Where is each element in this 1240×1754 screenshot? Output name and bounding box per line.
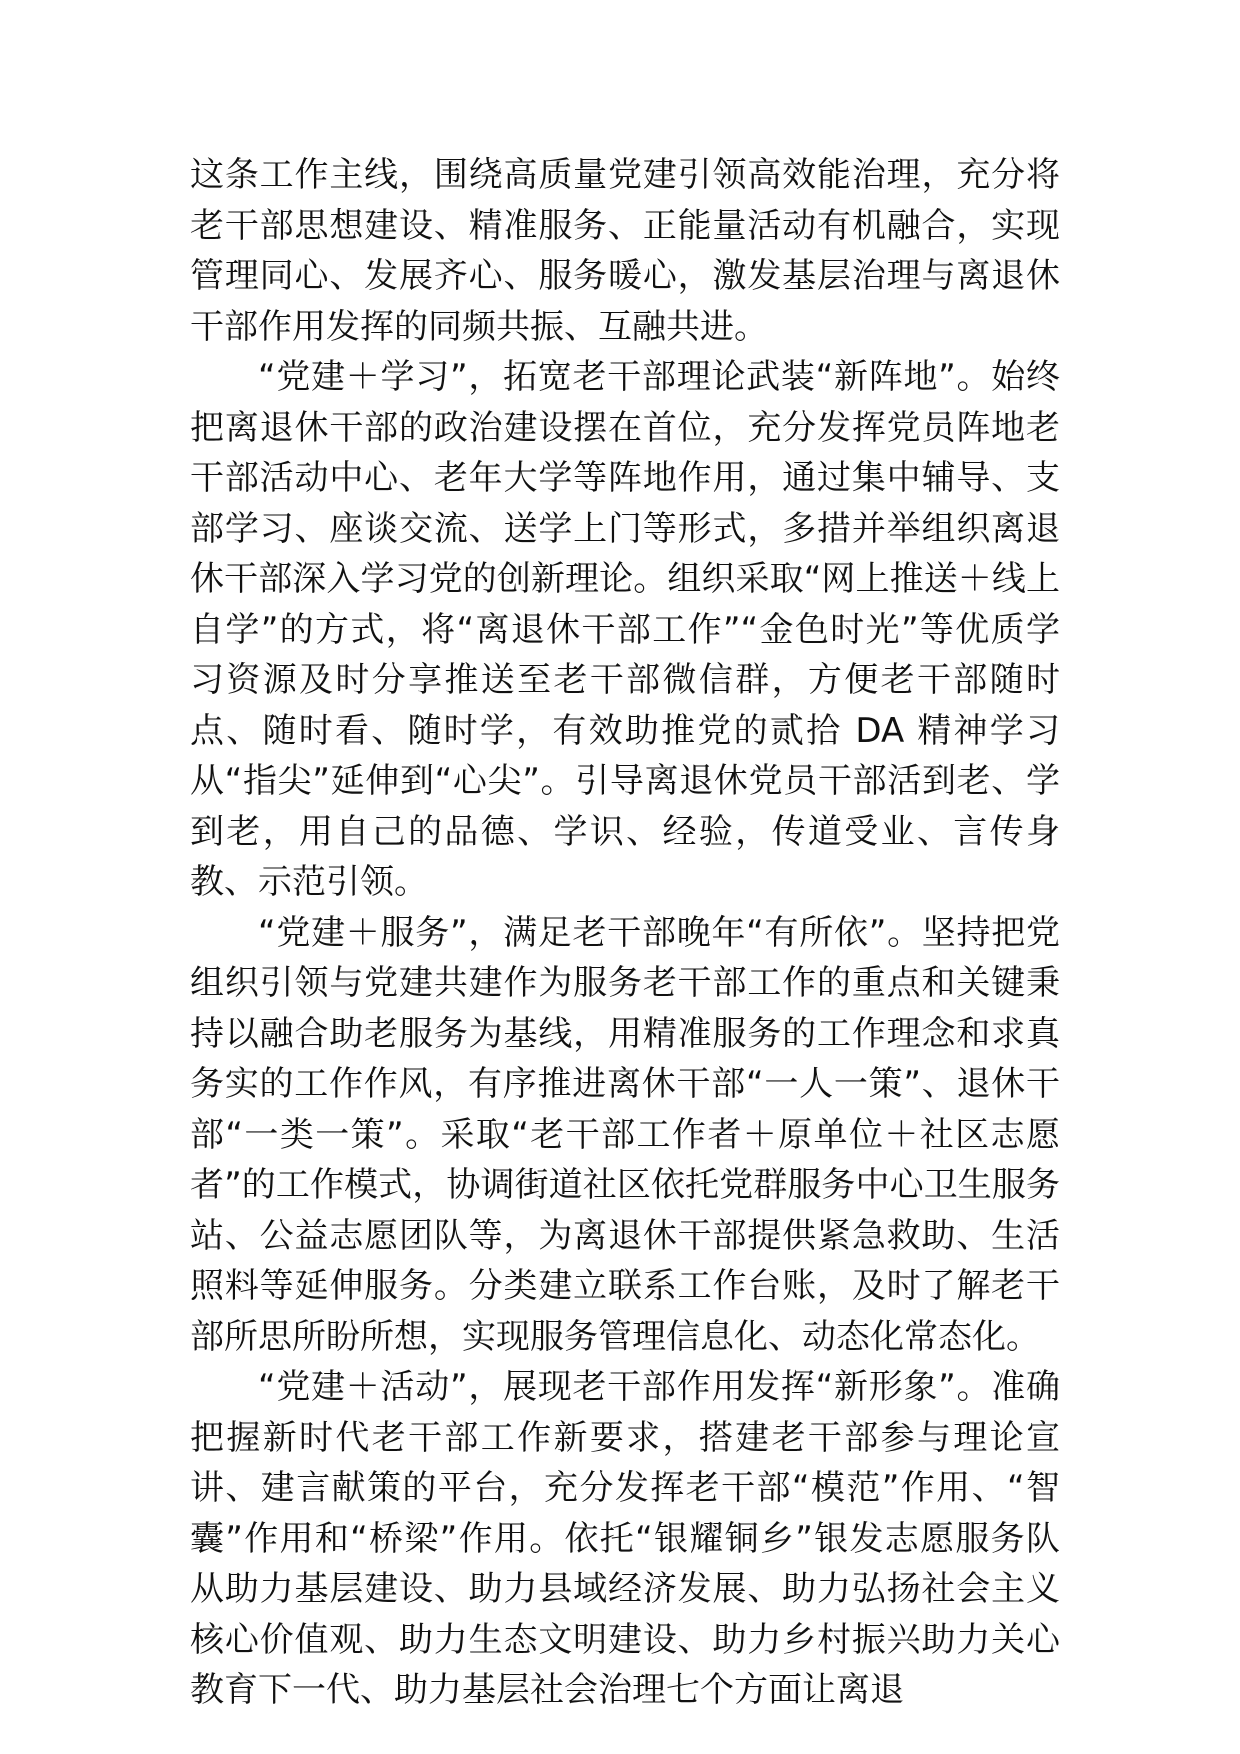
paragraph-service: “党建＋服务”，满足老干部晚年“有所依”。坚持把党组织引领与党建共建作为服务老干部工作的重点和关键秉持以融合助老服务为基线，用精准服务的工作理念和求真务实的工作作风，有序推进离休干部“一人一策”、退休干部“一类一策”。采取“老干部工作者＋原单位＋社区志愿者”的工作模式，协调街道社区依托党群服务中心卫生服务站、公益志愿团队等，为离退休干部提供紧急救助、生活照料等延伸服务。分类建立联系工作台账，及时了解老干部所思所盼所想，实现服务管理信息化、动态化常态化。 — [190, 912, 1060, 1357]
document-body — [190, 150, 1060, 1716]
paragraph-study: “党建＋学习”，拓宽老干部理论武装“新阵地”。始终把离退休干部的政治建设摆在首位，充分发挥党员阵地老干部活动中心、老年大学等阵地作用，通过集中辅导、支部学习、座谈交流、送学上门等形式，多措并举组织离退休干部深入学习党的创新理论。组织采取“网上推送＋线上自学”的方式，将“离退休干部工作”“金色时光”等优质学习资源及时分享推送至老干部微信群，方便老干部随时点、随时看、随时学，有效助推党的贰拾 DA 精神学习从“指尖”延伸到“心尖”。引导离退休党员干部活到老、学到老，用自己的品德、学识、经验，传道受业、言传身教、示范引领。 — [190, 357, 1060, 902]
paragraph-intro: 这条工作主线，围绕高质量党建引领高效能治理，充分将老干部思想建设、精准服务、正能量活动有机融合，实现管理同心、发展齐心、服务暖心，激发基层治理与离退休干部作用发挥的同频共振、互融共进。 — [190, 155, 1060, 347]
paragraph-activity: “党建＋活动”，展现老干部作用发挥“新形象”。准确把握新时代老干部工作新要求，搭建老干部参与理论宣讲、建言献策的平台，充分发挥老干部“模范”作用、“智囊”作用和“桥梁”作用。依托“银耀铜乡”银发志愿服务队从助力基层建设、助力县域经济发展、助力弘扬社会主义核心价值观、助力生态文明建设、助力乡村振兴助力关心教育下一代、助力基层社会治理七个方面让离退 — [190, 1367, 1060, 1710]
